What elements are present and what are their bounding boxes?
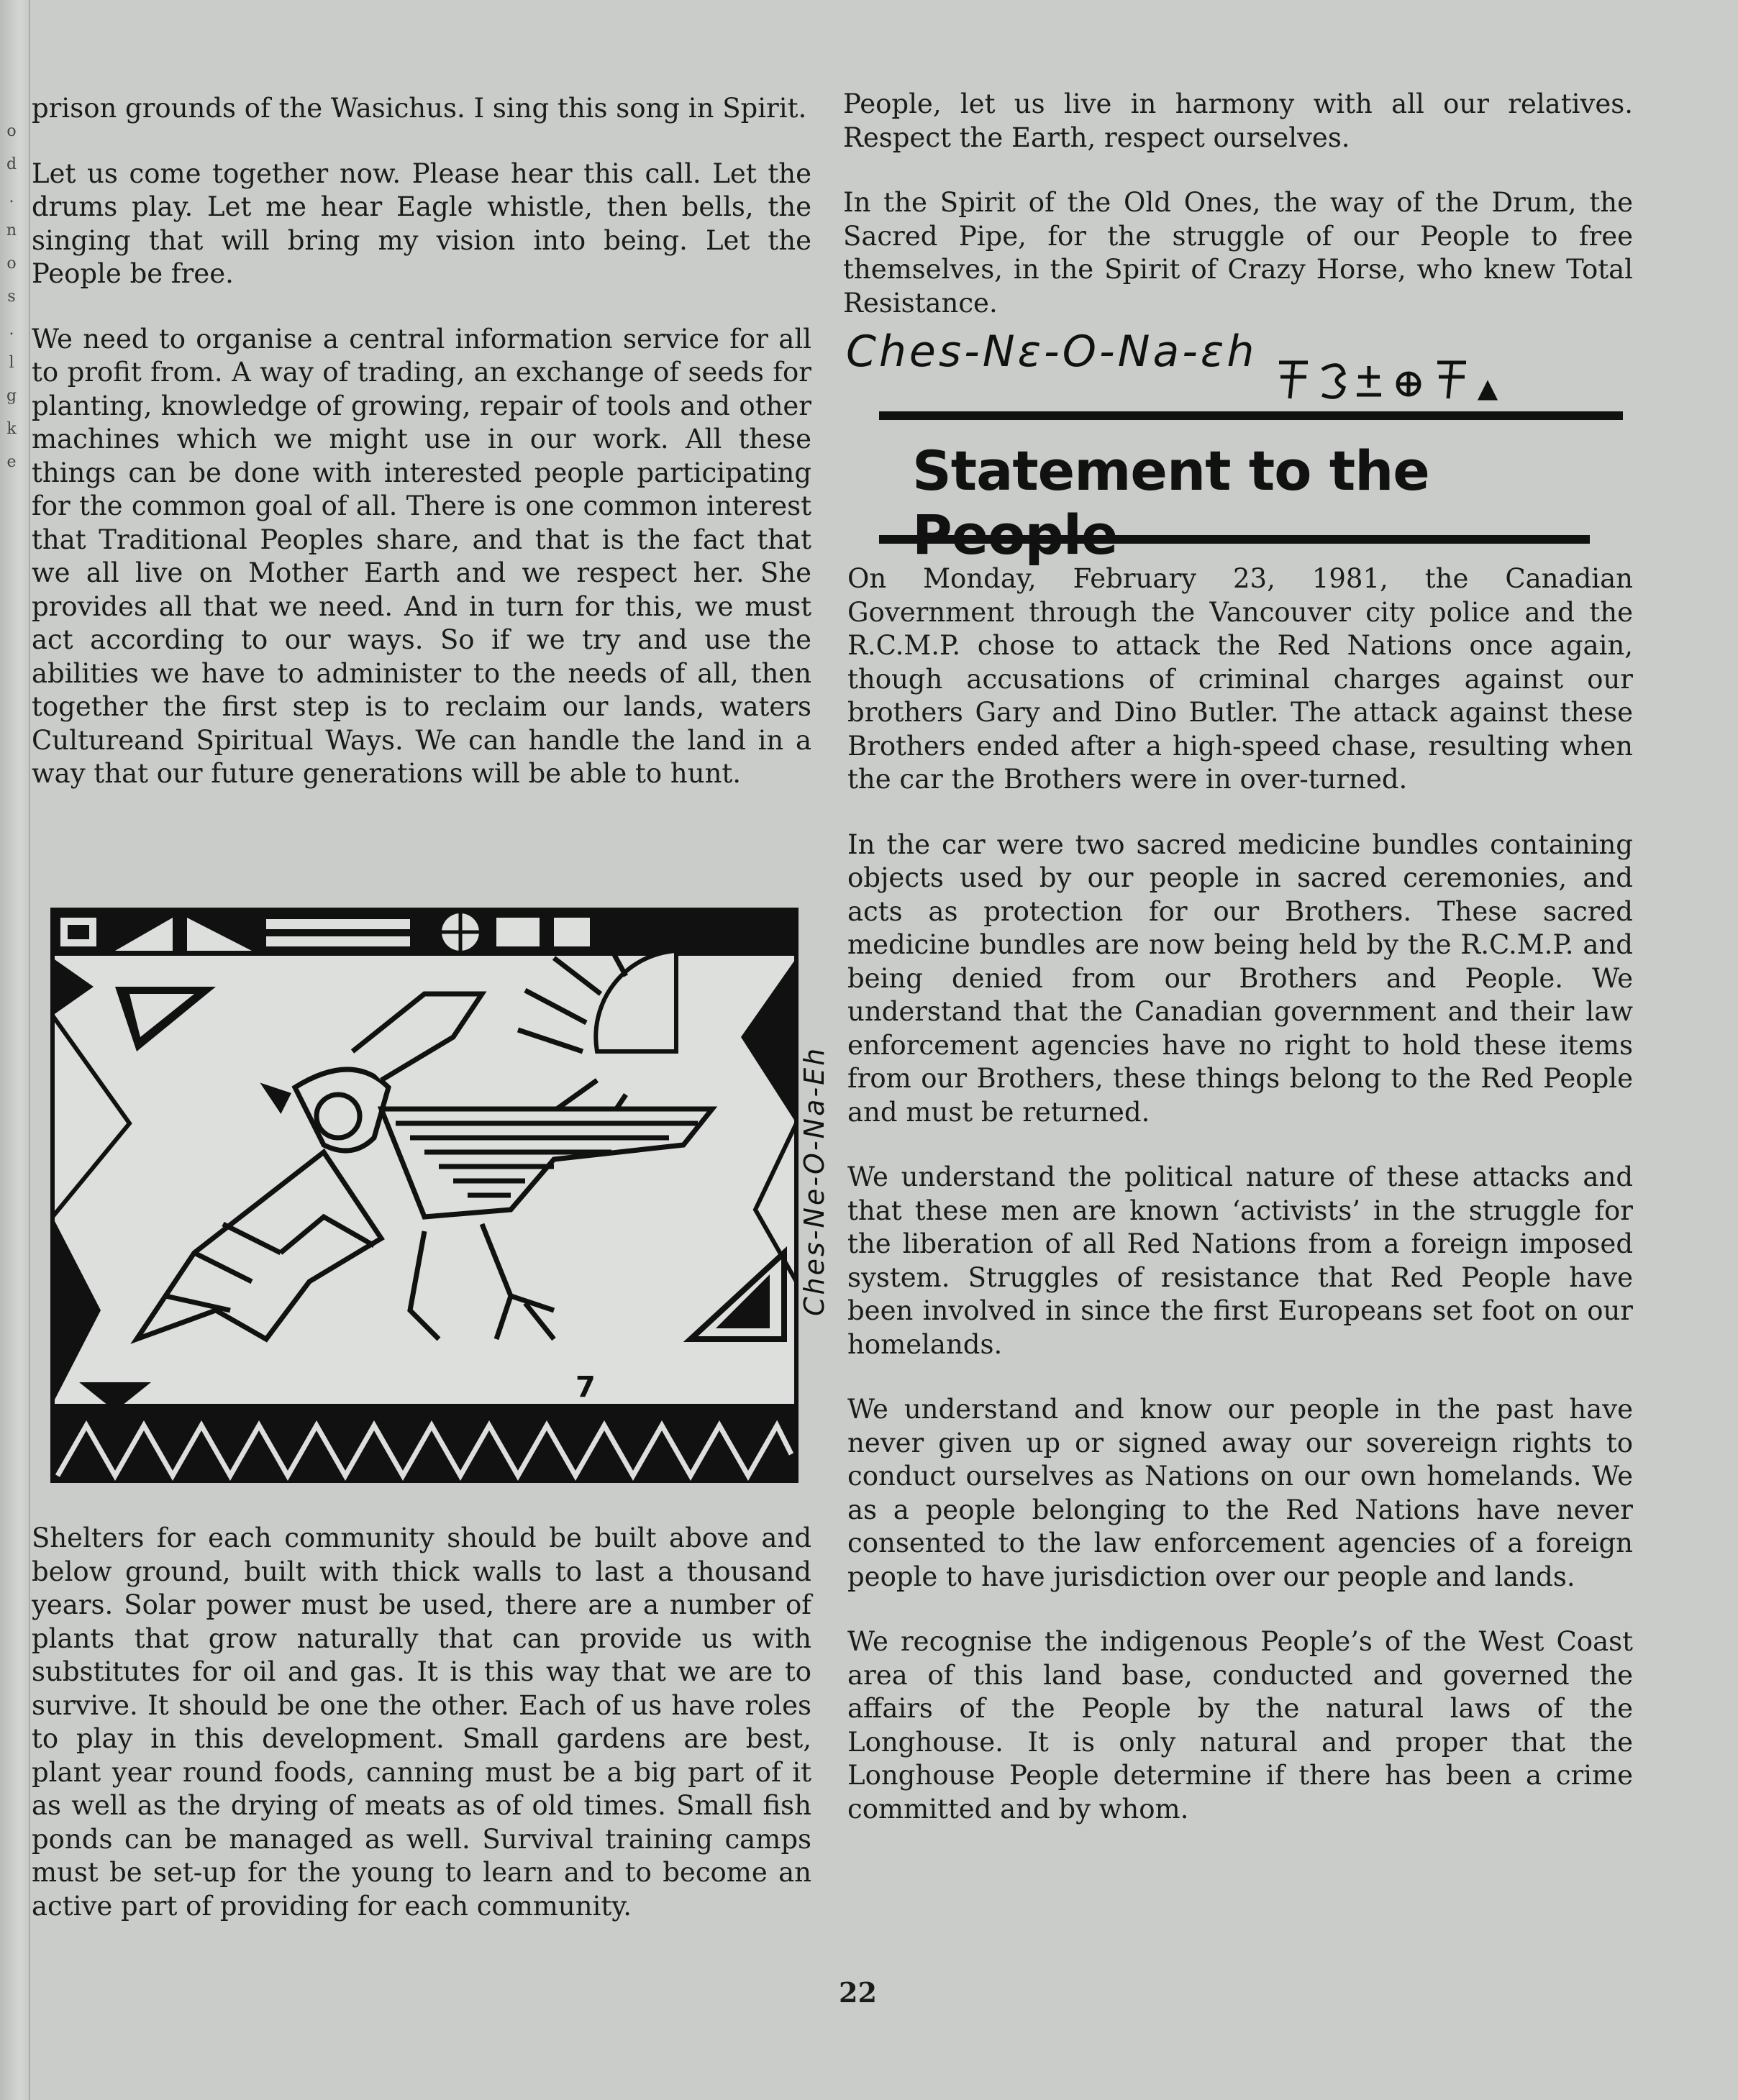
left-column-top [32, 92, 811, 823]
paragraph: In the car were two sacred medicine bundles containing objects used by our people in sacred ceremonies, and acts as protection for our Brothers. These sacred medicine bundles are now being held by the R.C.M.P. and being denied from our Brothers and People. We understand that the Canadian government and their law enforcement agencies have no right to hold these items from our Brothers, these things belong to the Red People and must be returned. [847, 828, 1633, 1128]
binding-char: . [9, 321, 14, 339]
binding-char: . [9, 188, 14, 206]
paragraph: Shelters for each community should be built above and below ground, built with thick walls to last a thousand years. Solar power must be used, there are a number of plants that grow naturally that can provide us with substitutes for oil and gas. It is this way that we are to survive. It should be one the other. Each of us have roles to play in this development. Small gardens are best, plant year round foods, canning must be a big part of it as well as the drying of meats as of old times. Small fish ponds can be managed as well. Survival training camps must be set-up for the young to learn and to become an active part of providing for each community. [32, 1522, 811, 1922]
paragraph: Let us come together now. Please hear this call. Let the drums play. Let me hear Eagle whistle, then bells, the singing that will bring my vision into being. Let the People be free. [32, 158, 811, 289]
binding-char: d [6, 155, 17, 173]
svg-text:7: 7 [575, 1371, 596, 1404]
paragraph: On Monday, February 23, 1981, the Canadian Government through the Vancouver city police and the R.C.M.P. chose to attack the Red Nations once again, though accusations of criminal charges against our brothers Gary and Dino Butler. The attack against these Brothers ended after a high-speed chase, resulting when the car the Brothers were in over-turned. [847, 563, 1633, 795]
signature-glyphs [1272, 355, 1502, 406]
right-column-bottom [847, 562, 1633, 1858]
handwritten-signature: Ches-Nε-O-Na-εh [846, 327, 1257, 377]
paragraph: prison grounds of the Wasichus. I sing this song in Spirit. [32, 93, 807, 124]
binding-char: e [6, 453, 17, 471]
binding-char: o [6, 255, 17, 273]
binding-char: n [6, 222, 17, 239]
eagle-artwork [50, 908, 799, 1483]
paragraph: We understand and know our people in the past have never given up or signed away our sovereign rights to conduct ourselves as Nations on our own homelands. We as a people belonging to the Red Nations have never consented to the law enforcement agencies of a foreign people to have jurisdiction over our people and lands. [847, 1394, 1633, 1592]
binding-char: k [6, 420, 17, 438]
heading-rule-bottom [879, 535, 1590, 544]
vertical-signature-text: Ches-Ne-O-Na-Eh [799, 1046, 830, 1316]
binding-char: o [6, 122, 17, 140]
article-heading: Statement to the [912, 439, 1429, 503]
binding-char: g [6, 387, 17, 405]
heading-rule-top [879, 411, 1623, 420]
paragraph: We need to organise a central information service for all to profit from. A way of trading, an exchange of seeds for planting, knowledge of growing, repair of tools and other machines which we might use in our work. All these things can be done with interested people participating for the common goal of all. There is one common interest that Traditional Peoples share, and that is the fact that we all live on Mother Earth and we respect her. She provides all that we need. And in turn for this, we must act according to our ways. So if we try and use the abilities we have to administer to the needs of all, then together the first step is to reclaim our lands, waters Cultureand Spiritual Ways. We can handle the land in a way that our future generations will be able to hunt. [32, 323, 811, 789]
binding-char: s [7, 288, 16, 306]
left-column-bottom [32, 1522, 811, 1955]
page-number: 22 [839, 1976, 877, 2009]
paragraph: We understand the political nature of these attacks and that these men are known ‘activists’ in the struggle for the liberation of all Red Nations from a foreign imposed system. Struggles of resistance that Red People have been involved in since the first Europeans set foot on our homelands. [847, 1161, 1633, 1360]
paragraph: We recognise the indigenous People’s of the West Coast area of this land base, conducted and governed the affairs of the People by the natural laws of the Longhouse. It is only natural and proper that the Longhouse People determine if there has been a crime committed and by whom. [847, 1626, 1633, 1825]
binding-char: l [9, 354, 14, 372]
vertical-signature [799, 1046, 842, 1316]
paragraph: In the Spirit of the Old Ones, the way of the Drum, the Sacred Pipe, for the struggle of our People to free themselves, in the Spirit of Crazy Horse, who knew Total Resistance. [843, 187, 1633, 319]
paragraph: People, let us live in harmony with all our relatives. Respect the Earth, respect ourselves. [843, 88, 1633, 153]
right-column-top [843, 88, 1633, 352]
